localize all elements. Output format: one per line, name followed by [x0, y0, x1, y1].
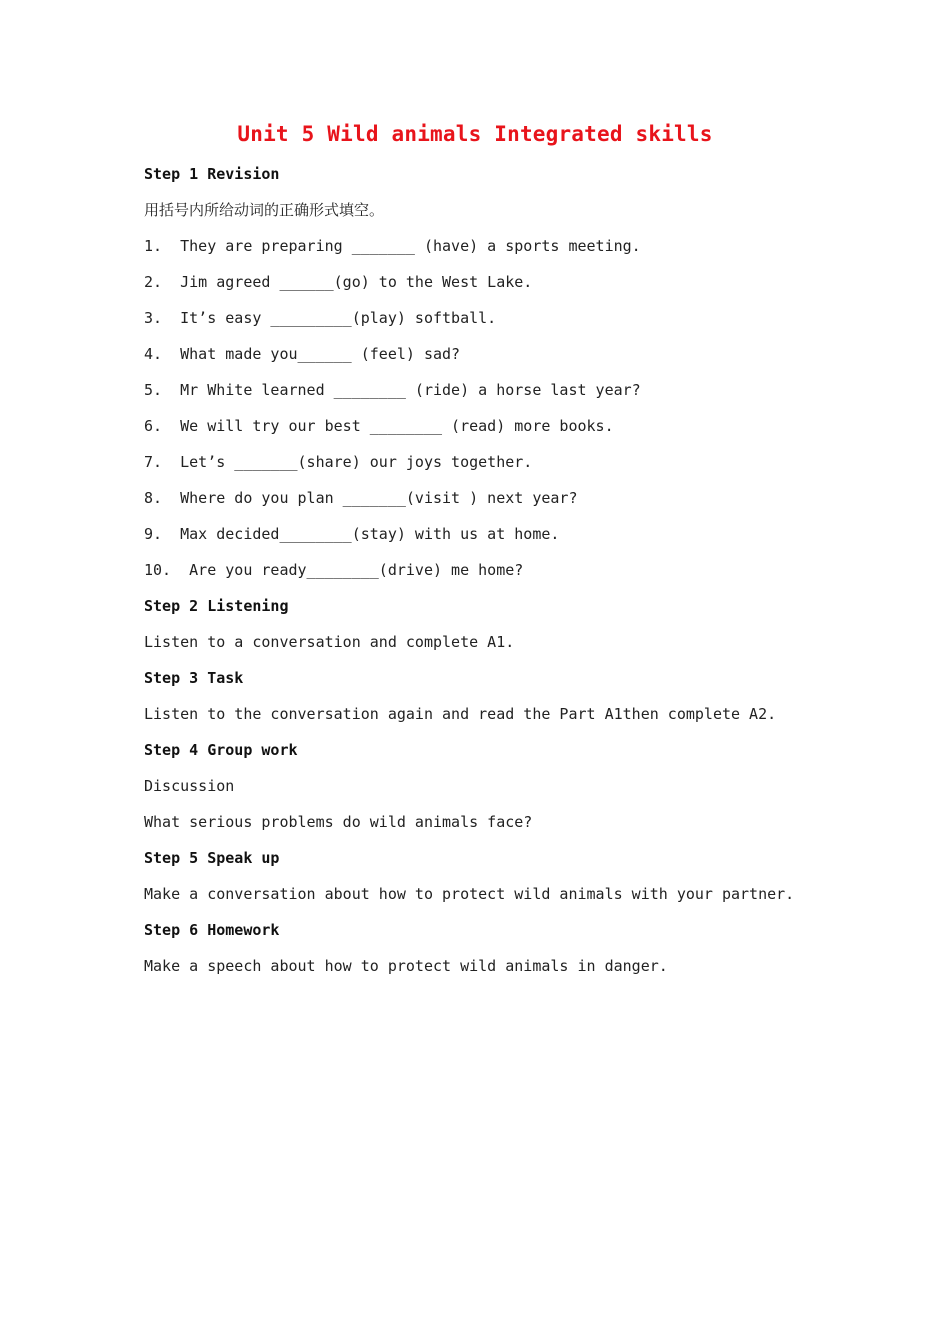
exercise-item: 2. Jim agreed ______(go) to the West Lake. [144, 273, 533, 291]
exercise-item: 4. What made you______ (feel) sad? [144, 345, 461, 363]
step6-text: Make a speech about how to protect wild animals in danger. [144, 957, 668, 975]
step3-text: Listen to the conversation again and read the Part A1then complete A2. [144, 705, 777, 723]
step5-heading: Step 5 Speak up [144, 849, 280, 867]
exercise-item: 9. Max decided________(stay) with us at home. [144, 525, 560, 543]
step4-text-question: What serious problems do wild animals face? [144, 813, 533, 831]
exercise-item: 10. Are you ready________(drive) me home? [144, 561, 524, 579]
step1-heading: Step 1 Revision [144, 165, 280, 183]
step3-heading: Step 3 Task [144, 669, 244, 687]
step6-heading: Step 6 Homework [144, 921, 280, 939]
page-title: Unit 5 Wild animals Integrated skills [237, 122, 713, 146]
exercise-item: 5. Mr White learned ________ (ride) a horse last year? [144, 381, 641, 399]
step1-instruction: 用括号内所给动词的正确形式填空。 [144, 201, 385, 219]
step4-heading: Step 4 Group work [144, 741, 298, 759]
exercise-item: 6. We will try our best ________ (read) more books. [144, 417, 614, 435]
step2-text: Listen to a conversation and complete A1. [144, 633, 515, 651]
step4-text-discussion: Discussion [144, 777, 235, 795]
step2-heading: Step 2 Listening [144, 597, 289, 615]
exercise-item: 8. Where do you plan _______(visit ) next year? [144, 489, 578, 507]
exercise-item: 3. It’s easy _________(play) softball. [144, 309, 497, 327]
exercise-item: 1. They are preparing _______ (have) a sports meeting. [144, 237, 641, 255]
exercise-item: 7. Let’s _______(share) our joys together. [144, 453, 533, 471]
step5-text: Make a conversation about how to protect wild animals with your partner. [144, 885, 795, 903]
